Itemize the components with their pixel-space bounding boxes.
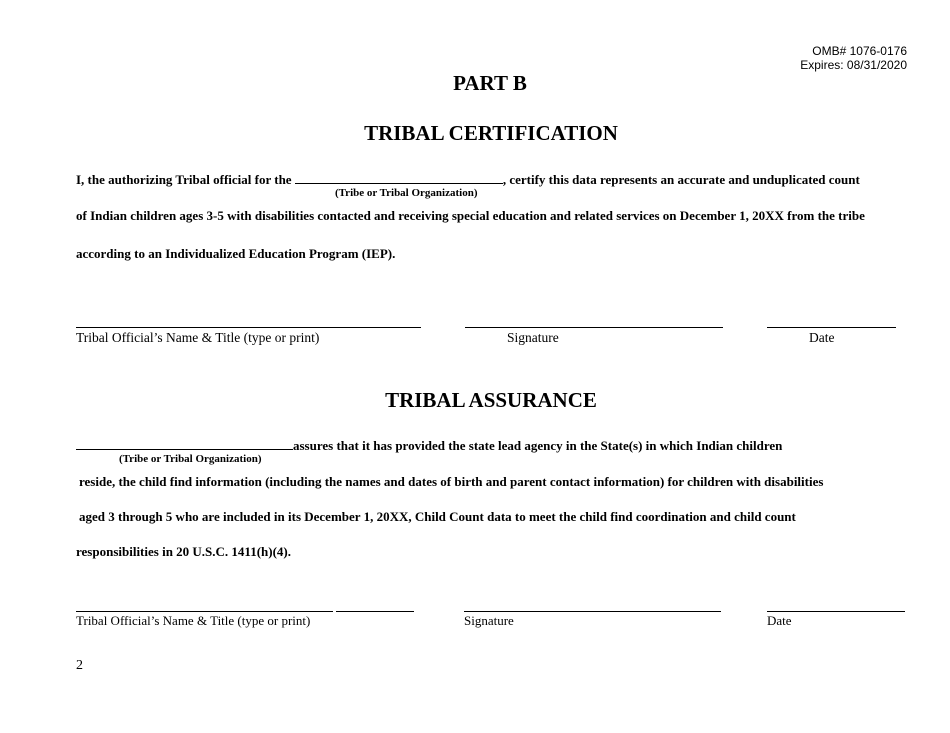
signature-line[interactable] bbox=[465, 327, 723, 328]
certification-line-2: of Indian children ages 3-5 with disabilities contacted and receiving special education and related services on December 1, 20XX from the tribe bbox=[76, 208, 865, 223]
assurance-tribe-name-field[interactable] bbox=[76, 439, 293, 450]
certification-line-1-suffix: , certify this data represents an accurate and unduplicated count bbox=[502, 172, 860, 187]
omb-number: OMB# 1076-0176 bbox=[812, 44, 907, 58]
assurance-signature-label: Signature bbox=[464, 613, 514, 628]
tribe-name-field[interactable] bbox=[295, 173, 503, 184]
assurance-line-4: responsibilities in 20 U.S.C. 1411(h)(4). bbox=[76, 544, 292, 559]
certification-line-3: according to an Individualized Education Program (IEP). bbox=[76, 246, 396, 261]
assurance-line-1-suffix: assures that it has provided the state lead agency in the State(s) in which Indian children bbox=[293, 438, 783, 453]
certification-blank-caption: (Tribe or Tribal Organization) bbox=[335, 187, 478, 199]
expiration-date: Expires: 08/31/2020 bbox=[800, 58, 907, 72]
signature-label: Signature bbox=[507, 330, 559, 345]
assurance-line-3: aged 3 through 5 who are included in its December 1, 20XX, Child Count data to meet the child find coordination and child count bbox=[79, 509, 796, 524]
part-title: PART B bbox=[453, 71, 527, 95]
assurance-date-signature-line[interactable] bbox=[767, 611, 905, 612]
assurance-title: TRIBAL ASSURANCE bbox=[385, 388, 597, 412]
assurance-name-title-extension-line[interactable] bbox=[336, 611, 414, 612]
assurance-blank-caption: (Tribe or Tribal Organization) bbox=[119, 453, 262, 465]
date-label: Date bbox=[809, 330, 835, 345]
certification-line-1 bbox=[76, 172, 860, 188]
assurance-signature-line[interactable] bbox=[464, 611, 721, 612]
date-signature-line[interactable] bbox=[767, 327, 896, 328]
assurance-line-2: reside, the child find information (including the names and dates of birth and parent contact information) for children with disabilities bbox=[79, 474, 824, 489]
page-number: 2 bbox=[76, 658, 83, 673]
name-title-label: Tribal Official’s Name & Title (type or print) bbox=[76, 330, 320, 345]
certification-line-1-prefix: I, the authorizing Tribal official for the bbox=[76, 172, 292, 187]
assurance-line-1 bbox=[76, 438, 782, 454]
assurance-date-label: Date bbox=[767, 613, 792, 628]
assurance-name-title-label: Tribal Official’s Name & Title (type or print) bbox=[76, 613, 311, 628]
name-title-signature-line[interactable] bbox=[76, 327, 421, 328]
certification-title: TRIBAL CERTIFICATION bbox=[364, 121, 618, 145]
assurance-name-title-signature-line[interactable] bbox=[76, 611, 333, 612]
